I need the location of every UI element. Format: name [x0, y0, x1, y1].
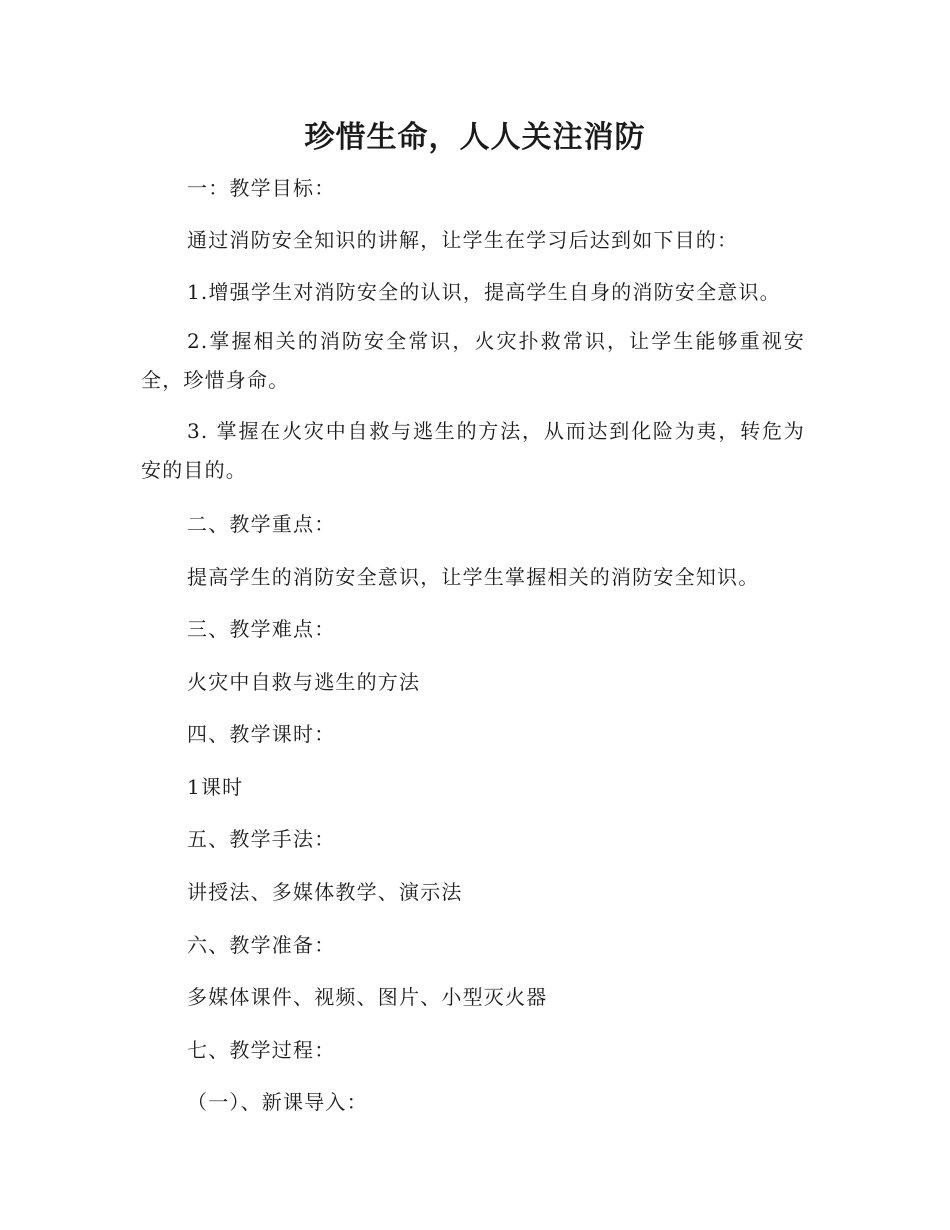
methods-body: 讲授法、多媒体教学、演示法: [187, 880, 463, 904]
key-points-heading: 二、教学重点：: [187, 512, 336, 536]
hours-heading: 四、教学课时：: [187, 722, 336, 746]
preparation-heading: 六、教学准备：: [187, 933, 336, 957]
process-heading: 七、教学过程：: [187, 1038, 336, 1062]
key-points-body: 提高学生的消防安全意识，让学生掌握相关的消防安全知识。: [187, 565, 760, 589]
goals-intro: 通过消防安全知识的讲解，让学生在学习后达到如下目的：: [187, 228, 739, 252]
process-subheading-1: （一）、新课导入：: [187, 1090, 368, 1114]
goals-heading: 一：教学目标：: [187, 176, 336, 200]
goal-item-2: 2.掌握相关的消防安全常识，火灾扑救常识，让学生能够重视安全，珍惜身命。: [141, 329, 805, 392]
goal-item-3: 3. 掌握在火灾中自救与逃生的方法，从而达到化险为夷，转危为安的目的。: [141, 419, 805, 482]
hours-body: 1课时: [187, 775, 244, 799]
difficulties-heading: 三、教学难点：: [187, 617, 336, 641]
methods-heading: 五、教学手法：: [187, 827, 336, 851]
difficulties-body: 火灾中自救与逃生的方法: [187, 670, 421, 694]
goal-item-1: 1.增强学生对消防安全的认识，提高学生自身的消防安全意识。: [187, 280, 781, 304]
document-title: 珍惜生命，人人关注消防: [304, 120, 646, 155]
preparation-body: 多媒体课件、视频、图片、小型灭火器: [187, 985, 548, 1009]
